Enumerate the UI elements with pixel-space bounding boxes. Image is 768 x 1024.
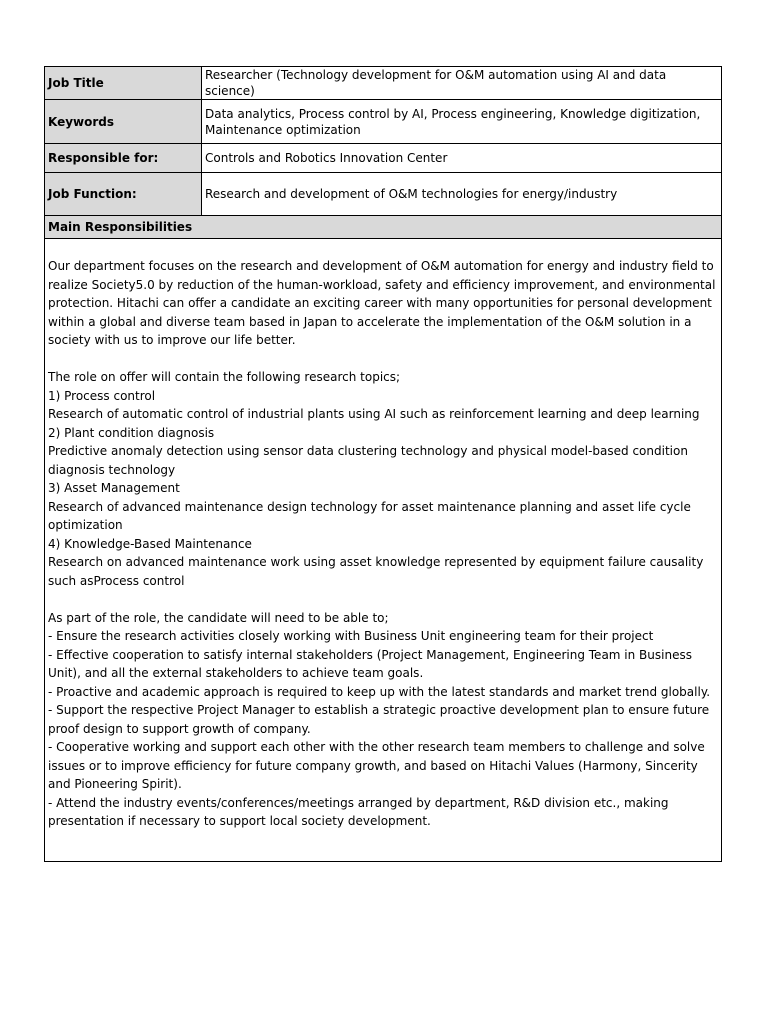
- keywords-value: Data analytics, Process control by AI, Process engineering, Knowledge digitization, Maintenance optimization: [202, 100, 722, 144]
- main-responsibilities-header-row: [45, 216, 722, 239]
- topic-line: 2) Plant condition diagnosis: [48, 425, 215, 440]
- duty-line: - Effective cooperation to satisfy internal stakeholders (Project Management, Engineering Team in Business Unit), and all the external stakeholders to achieve team goals.: [48, 647, 692, 680]
- duties-intro: As part of the role, the candidate will need to be able to;: [48, 610, 389, 625]
- job-title-label: Job Title: [45, 67, 202, 100]
- topic-line: 1) Process control: [48, 388, 156, 403]
- paragraph-spacer: [48, 350, 718, 369]
- keywords-row: [45, 100, 722, 144]
- duty-line: - Attend the industry events/conferences/meetings arranged by department, R&D division etc., making presentation if necessary to support local society development.: [48, 795, 669, 828]
- topic-line: Research of advanced maintenance design technology for asset maintenance planning and asset life cycle optimization: [48, 499, 691, 532]
- job-description-table: [44, 66, 722, 862]
- duty-line: - Ensure the research activities closely working with Business Unit engineering team for their project: [48, 629, 654, 643]
- department-intro-paragraph: Our department focuses on the research and development of O&M automation for energy and industry field to realize Society5.0 by reduction of the human-workload, safety and efficiency improvement, and environmental protection. Hitachi can offer a candidate an exciting career with many opportunities for personal development within a global and diverse team based in Japan to accelerate the implementation of the O&M solution in a society with us to improve our life better.: [48, 259, 716, 347]
- duty-line: - Proactive and academic approach is required to keep up with the latest standards and market trend globally.: [48, 684, 711, 699]
- topic-line: 3) Asset Management: [48, 481, 180, 495]
- duty-line: - Support the respective Project Manager to establish a strategic proactive development plan to ensure future proof design to support growth of company.: [48, 703, 710, 736]
- paragraph-spacer: [48, 590, 718, 609]
- job-title-row: [45, 67, 722, 100]
- job-function-row: [45, 173, 722, 216]
- topic-line: Predictive anomaly detection using sensor data clustering technology and physical model-based condition diagnosis technology: [48, 444, 688, 477]
- topic-line: Research on advanced maintenance work using asset knowledge represented by equipment failure causality such asProcess control: [48, 555, 704, 588]
- job-function-value: Research and development of O&M technologies for energy/industry: [202, 173, 722, 216]
- topic-line: Research of automatic control of industrial plants using AI such as reinforcement learning and deep learning: [48, 407, 700, 421]
- main-responsibilities-body-row: [45, 239, 722, 862]
- keywords-label: Keywords: [45, 100, 202, 144]
- responsible-for-label: Responsible for:: [45, 144, 202, 173]
- main-responsibilities-heading: Main Responsibilities: [45, 216, 722, 239]
- responsible-for-value: Controls and Robotics Innovation Center: [202, 144, 722, 173]
- responsible-for-row: [45, 144, 722, 173]
- duty-line: - Cooperative working and support each other with the other research team members to challenge and solve issues or to improve efficiency for future company growth, and based on Hitachi Values (Harmony, Sincerity and Pioneering Spirit).: [48, 740, 705, 791]
- topic-line: 4) Knowledge-Based Maintenance: [48, 536, 252, 551]
- main-responsibilities-body: [45, 239, 722, 862]
- job-title-value: Researcher (Technology development for O&M automation using AI and data science): [202, 67, 722, 100]
- job-function-label: Job Function:: [45, 173, 202, 216]
- topics-intro: The role on offer will contain the following research topics;: [48, 370, 401, 384]
